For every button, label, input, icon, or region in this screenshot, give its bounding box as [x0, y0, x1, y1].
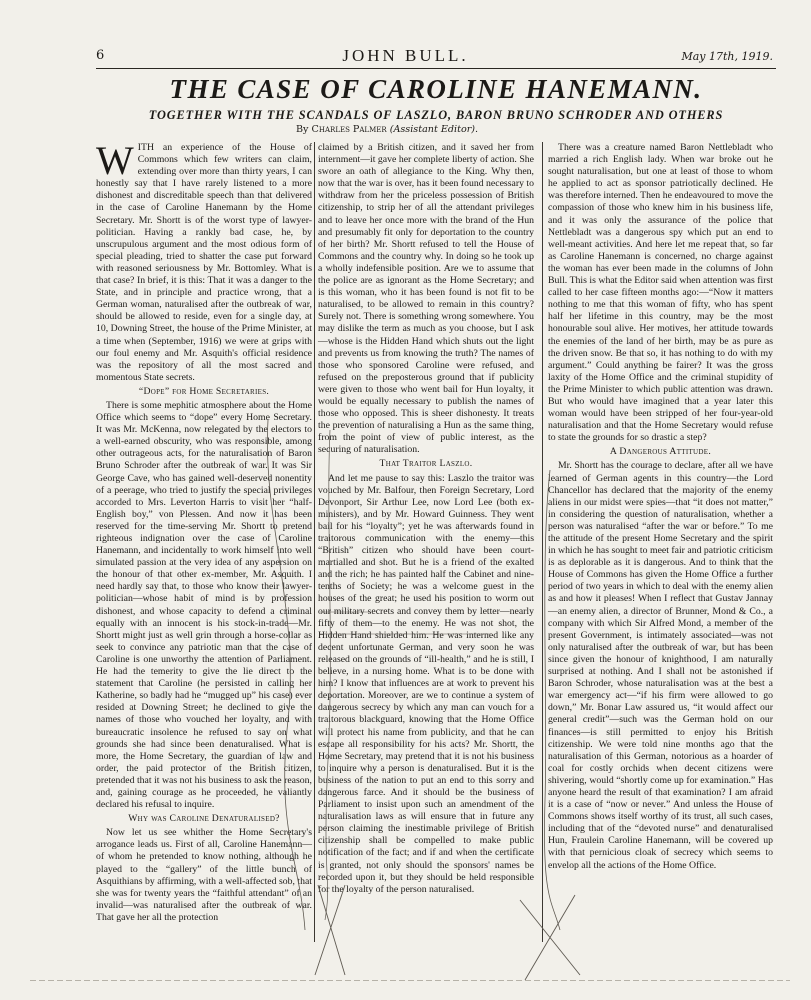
byline-prefix: By: [296, 124, 309, 135]
section-heading: That Traitor Laszlo.: [379, 458, 473, 470]
paragraph: claimed by a British citizen, and it saved her from internment—it gave her complete liberty of action. She swore an oath of allegiance to the King. Why then, now that the war is over, has it been found necessary to withdraw from her the priceless possession of British citizenship, to strip her of all the attendant privileges and to leave her once more with the brand of the Hun and presumably fit only for deportation to the country of her birth? Mr. Shortt refused to tell the House of Commons and the country why. In doing so he took up a wholly indefensible position. Are we to assume that the police are as ignorant as the Home Secretary; and is this woman, who it has been found is not fit to be naturalised, to be allowed to remain in this country? Surely not. There is something wrong somewhere. You may dislike the term as much as you choose, but I ask—whose is the Hidden Hand which shuts out the light and prevents us from knowing the truth? The names of those who sponsored Caroline were refused, and refused on the preposterous ground that if publicity were given to those who went bail for Hun loyalty, it would be equally necessary to publish the names of those who opposed. This is sheer dishonesty. It treats the prevention of naturalising a Hun as the same thing, from the point of view of public interest, as the securing of naturalisation.: [318, 142, 534, 456]
drop-cap: W: [96, 138, 134, 183]
page-number: 6: [96, 48, 105, 63]
column-rule: [542, 142, 543, 942]
cross-mark-right: [520, 895, 580, 980]
paragraph: Mr. Shortt has the courage to declare, after all we have learned of German agents in this country—the Lord Chancellor has declared that the majority of the enemy aliens in our midst were spies—that “it does not matter,” in considering the question of naturalisation, whether a person was naturalised “after the war or before.” To me the attitude of the present Home Secretary and the spirit in which he has sought to meet fair and patriotic criticism is as deplorable as it is dangerous. And to think that the House of Commons has given the Home Office a further period of two years in which to deal with the enemy alien as and how it pleases! When I reflect that Gustav Jannay—an enemy alien, a director of Brunner, Mond & Co., a company with which Sir Alfred Mond, a member of the present Government, is intimately associated—was not only naturalised after the outbreak of war, but has been since given the honour of knighthood, I am naturally surprised at nothing. And I shall not be astonished if Baron Schroder, whose naturalisation was at the best a war emergency act—“if his firm were allowed to go down,” Mr. Bonar Law assured us, “it would affect our general credit”—such was the German hold on our finances—is still permitted to enjoy his British citizenship. We were told nine months ago that the naturalisation of this German, notorious as a hoarder of coal for costly orchids when decent citizens were shivering, would “shortly come up for examination.” Has anyone heard the result of that examination? I am afraid it is a case of “now or never.” And unless the House of Commons shows itself worthy of its trust, all such cases, including that of the “devoted nurse” and denaturalised Hun, Fraulein Caroline Hanemann, will be covered up with that pernicious cloak of secrecy which seems to envelop all the actions of the Home Office.: [548, 460, 773, 871]
section-heading: Why was Caroline Denaturalised?: [128, 813, 280, 825]
issue-date: May 17th, 1919.: [681, 50, 773, 63]
bottom-pencil-line: [30, 980, 790, 981]
section-heading: A Dangerous Attitude.: [609, 446, 712, 458]
column-3: [548, 142, 773, 873]
byline: [296, 124, 478, 135]
paragraph: Now let us see whither the Home Secretary's arrogance leads us. First of all, Caroline Hanemann—of whom he pretended to know nothing, although he played to the “gallery” of the little bunch of Asquithians by affirming, with a well-affected sob, that she was for twenty years the “faithful attendant” of an invalid—was naturalised after the outbreak of war. That gave her all the protection: [96, 827, 312, 923]
column-2: [318, 142, 534, 897]
paragraph: And let me pause to say this: Laszlo the traitor was vouched by Mr. Balfour, then Foreign Secretary, Lord Devonport, Sir Arthur Lee, now Lord Lee (both ex-ministers), and by Mr. Howard Guinness. They went bail for his “loyalty”; yet he was afterwards found in traitorous communication with the enemy—this “British” citizen who should have been court-martialled and shot. But he is a friend of the exalted and the rich; he has painted half the Cabinet and nine-tenths of Society; he was a welcome guest in the houses of the great; he used his position to worm out our military secrets and convey them by letter—nearly fifty of them—to the enemy. He was not shot, the Hidden Hand shielded him. He was interned like any decent unfortunate German, and very soon he was released on the grounds of “ill-health,” and he is still, I believe, in a nursing home. What is to be done with him? I know that influences are at work to prevent his deportation. Moreover, are we to continue a system of dangerous secrecy by which any man can vouch for a traitorous blackguard, knowing that the Home Office will protect his name from publicity, and that he can escape all responsibility for his acts? Mr. Shortt, the Home Secretary, may pretend that it is not his business to inquire why a person is denaturalised. But it is the business of the nation to put an end to this sorry and dangerous farce. And it should be the business of Parliament to insist upon such an amendment of the naturalisation laws as will ensure that in future any person claiming the inestimable privilege of British citizenship shall be compelled to make public notification of the fact; and if and when the certificate is granted, not only should the sponsors' names be recorded upon it, but they should be held responsible for the loyalty of the person naturalised.: [318, 472, 534, 895]
byline-author: Charles Palmer: [311, 124, 387, 135]
masthead: JOHN BULL.: [342, 46, 469, 65]
article-subtitle: TOGETHER WITH THE SCANDALS OF LASZLO, BARON BRUNO SCHRODER AND OTHERS: [148, 108, 724, 122]
column-1: [96, 138, 312, 925]
byline-role: (Assistant Editor).: [389, 124, 479, 135]
paragraph: ITH an experience of the House of Commons which few writers can claim, extending over more than thirty years, I can honestly say that I have rarely listened to a more dishonest and discreditable speech than that delivered in the case of Caroline Hanemann by the Home Secretary. Mr. Shortt is of the worst type of lawyer-politician. Having a rankly bad case, he, by unscrupulous argument and the most odious form of special pleading, tried to shatter the case put forward with reasoned seriousness by Mr. Bottomley. What is that case? In brief, it is this: That it was a danger to the State, and in principle and practice wrong, that a German woman, naturalised after the outbreak of war, should be allowed to reside, even for a single day, at 10, Downing Street, the house of the Prime Minister, at a time when (September, 1916) we were at grips with our foul enemy and Mr. Asquith's official residence was the repository of all the most sacred and momentous State secrets.: [96, 142, 312, 383]
article-title: THE CASE OF CAROLINE HANEMANN.: [169, 74, 703, 104]
column-rule: [314, 142, 315, 942]
paragraph: There is some mephitic atmosphere about the Home Office which seems to “dope” every Home Secretary. It was Mr. McKenna, now relegated by the electors to a well-earned obscurity, who was responsible, among other outrageous acts, for the naturalisation of Baron Bruno Schroder after the outbreak of war. It was Sir George Cave, who has gained well-deserved nonentity of a peerage, who tried to justify the special privileges accorded to Mrs. Leverton Harris to visit her “half-English boy,” von Plessen. And now it has been reserved for the time-serving Mr. Shortt to pretend righteous indignation over the case of Caroline Hanemann, and incidentally to work himself into well simulated passion at the very idea of any aspersion on the honour of that other ex-member, Mr. Asquith. I need hardly say that, to those who know their lawyer-politician—whose habit of mind is by profession dishonest, and whose capacity to defend a criminal equally with an innocent is his stock-in-trade—Mr. Shortt might just as well grin through a horse-collar as seek to convince any patriotic man that the case of Caroline is one unworthy the attention of Parliament. He had the temerity to give the lie direct to the statement that Caroline (he persisted in calling her Katherine, so badly had he “mugged up” his case) ever resided at Downing Street; he declined to give the names of those who vouched her loyalty, and with bureaucratic insolence he refused to say on what grounds she had since been denaturalised. What is more, the Home Secretary, the guardian of law and order, the paid protector of the British citizen, pretended that it was not his business to ask the reason, and, gaining courage as he proceeded, he valiantly declared his refusal to inquire.: [96, 399, 312, 811]
paragraph: There was a creature named Baron Nettlebladt who married a rich English lady. When war broke out he sought naturalisation, but one at least of those to whom he applied to act as sponsor patriotically declined. He was therefore interned. Then he endeavoured to move the compassion of those who knew him in his business life, and it was only the assurance of the police that Nettlebladt was a dangerous spy which put an end to well-meant activities. And here let me repeat that, so far as Caroline Hanemann is concerned, no charge against the woman has ever been made in the columns of John Bull. This is what the Editor said when attention was first called to her case fifteen months ago:—“Now it matters nothing to me that this woman of fifty, who has spent half her lifetime in this country, may be the most honourable soul alive. Her motives, her attitude towards the enemies of the land of her birth, may be as pure as the driven snow. Be that so, it has nothing to do with my argument.” Could anything be fairer? It was the gross laxity of the Home Office and the criminal stupidity of the Prime Minister to which public attention was drawn. But who would have imagined that a year later this woman would have been stripped of her four-year-old naturalisation and that the Home Secretary would refuse to state the grounds for so drastic a step?: [548, 142, 773, 444]
cross-mark-left: [315, 885, 345, 975]
section-heading: “Dope” for Home Secretaries.: [138, 385, 270, 397]
header-rule: [96, 68, 776, 69]
